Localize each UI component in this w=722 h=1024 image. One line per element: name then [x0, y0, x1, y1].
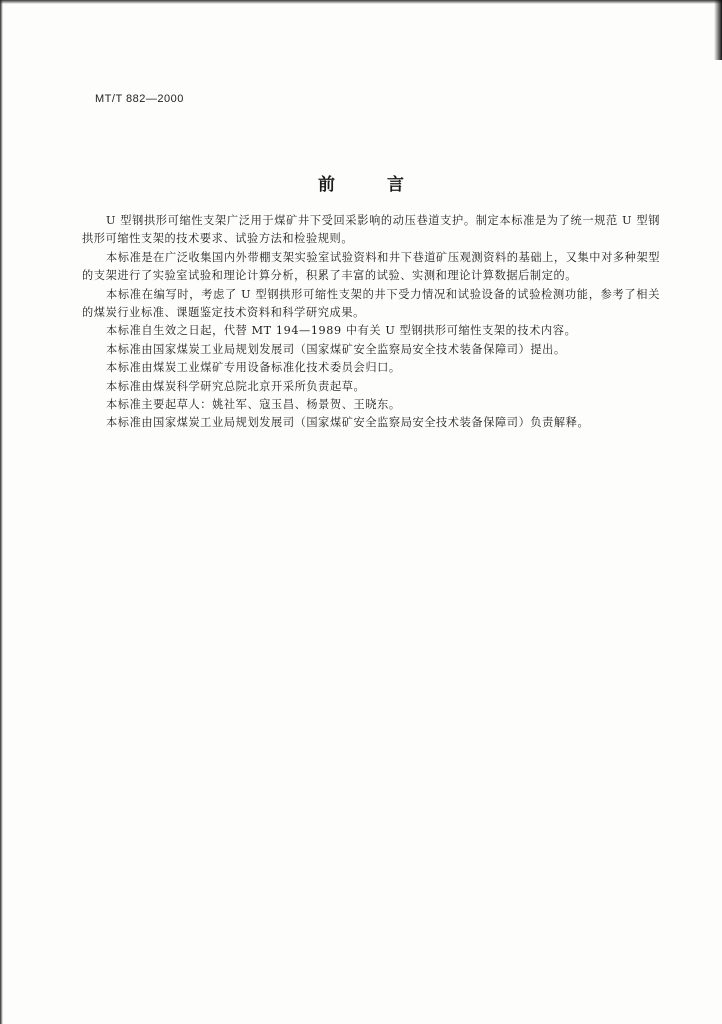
paragraph-proposed-by: 本标准由国家煤炭工业局规划发展司（国家煤矿安全监察局安全技术装备保障司）提出。 [106, 342, 566, 356]
paragraph-purpose: U 型钢拱形可缩性支架广泛用于煤矿井下受回采影响的动压巷道支护。制定本标准是为了统一规范 U 型钢拱形可缩性支架的技术要求、试验方法和检验规则。 [82, 214, 660, 246]
page-title-char-2: 言 [387, 175, 404, 195]
paragraph-centralized-by: 本标准由煤炭工业煤矿专用设备标准化技术委员会归口。 [106, 361, 401, 375]
foreword-body [82, 212, 660, 433]
paragraph-replaces: 本标准自生效之日起，代替 MT 194—1989 中有关 U 型钢拱形可缩性支架的技术内容。 [106, 324, 577, 338]
paragraph-references: 本标准在编写时，考虑了 U 型钢拱形可缩性支架的井下受力情况和试验设备的试验检测功能，参考了相关的煤炭行业标准、课题鉴定技术资料和科学研究成果。 [82, 287, 660, 320]
scan-edge-top [0, 0, 722, 4]
standard-number: MT/T 882—2000 [95, 93, 184, 105]
scan-edge-right [714, 0, 722, 60]
paragraph-interpreted-by: 本标准由国家煤炭工业局规划发展司（国家煤矿安全监察局安全技术装备保障司）负责解释。 [106, 416, 590, 430]
paragraph-drafters: 本标准主要起草人：姚社军、寇玉昌、杨景贺、王晓东。 [106, 398, 401, 412]
paragraph-basis: 本标准是在广泛收集国内外带棚支架实验室试验资料和井下巷道矿压观测资料的基础上，又集中对多种架型的支架进行了实验室试验和理论计算分析，积累了丰富的试验、实测和理论计算数据后制定的。 [82, 250, 661, 283]
paragraph-drafted-by: 本标准由煤炭科学研究总院北京开采所负责起草。 [106, 379, 366, 393]
page-title-char-1: 前 [318, 175, 335, 195]
scan-edge-left [0, 0, 3, 1024]
page-title [0, 170, 722, 195]
